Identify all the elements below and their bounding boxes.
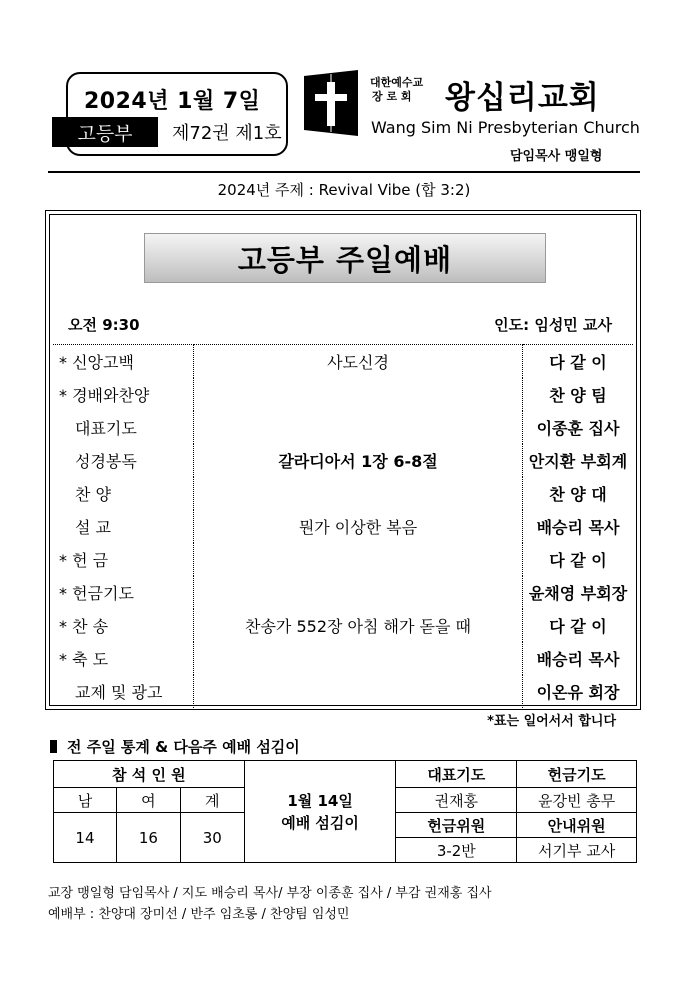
order-item-person: 찬 양 대	[549, 485, 607, 504]
order-item-person: 다 같 이	[549, 617, 607, 636]
order-item-content	[194, 576, 523, 609]
worship-order-row	[53, 444, 633, 477]
worship-order-row	[53, 543, 633, 576]
order-item-person: 이종훈 집사	[536, 419, 620, 438]
order-item-content	[194, 675, 523, 708]
order-item-name: 성경봉독	[53, 444, 194, 477]
order-item-content	[194, 642, 523, 675]
female-count: 16	[116, 813, 180, 863]
order-item-person: 찬 양 팀	[549, 386, 607, 405]
worship-order-row	[53, 642, 633, 675]
senior-pastor: 담임목사 맹일형	[510, 149, 603, 164]
order-item-name: 설 교	[53, 510, 194, 543]
order-item-content: 사도신경	[194, 345, 523, 379]
stats-table	[53, 760, 637, 863]
role-label: 헌금위원	[396, 813, 517, 838]
year-theme: 2024년 주제 : Revival Vibe (합 3:2)	[217, 181, 471, 199]
order-item-name: * 헌 금	[53, 543, 194, 576]
bulletin-date: 2024년 1월 7일	[84, 89, 261, 114]
worship-order-row	[53, 378, 633, 411]
order-item-content	[194, 411, 523, 444]
worship-title: 고등부 주일예배	[144, 233, 546, 283]
worship-order-row	[53, 345, 633, 379]
worship-order-row	[53, 576, 633, 609]
role-label: 안내위원	[517, 813, 637, 838]
order-item-content: 뭔가 이상한 복음	[194, 510, 523, 543]
order-item-name: * 신앙고백	[53, 345, 194, 379]
role-value: 3-2반	[396, 838, 517, 863]
order-item-person: 배승리 목사	[536, 650, 620, 669]
order-item-content: 갈라디아서 1장 6-8절	[194, 444, 523, 477]
worship-order-row	[53, 510, 633, 543]
worship-order-row	[53, 675, 633, 708]
worship-order-table	[53, 344, 633, 708]
worship-team-list: 예배부 : 찬양대 장미선 / 반주 임초롱 / 찬양팀 임성민	[48, 907, 350, 922]
worship-order-row	[53, 609, 633, 642]
order-item-content	[194, 477, 523, 510]
worship-order-row	[53, 411, 633, 444]
order-item-name: 대표기도	[53, 411, 194, 444]
header-divider	[48, 171, 640, 173]
order-item-person: 윤채영 부회장	[528, 584, 628, 603]
male-header: 남	[54, 788, 117, 813]
worship-order-row	[53, 477, 633, 510]
order-item-person: 배승리 목사	[536, 518, 620, 537]
church-name-korean: 왕십리교회	[445, 80, 600, 116]
total-header: 계	[180, 788, 244, 813]
next-week-label: 예배 섬김이	[281, 813, 359, 832]
order-item-person: 안지환 부회계	[528, 452, 628, 471]
denomination-line2: 장 로 회	[372, 90, 412, 103]
attendance-header: 참 석 인 원	[54, 761, 245, 788]
volume-number: 제72권 제1호	[172, 123, 282, 144]
denomination-line1: 대한예수교	[370, 76, 424, 89]
department-badge: 고등부	[52, 117, 158, 147]
total-count: 30	[180, 813, 244, 863]
role-value: 서기부 교사	[517, 838, 637, 863]
order-item-name: 찬 양	[53, 477, 194, 510]
role-value: 권재홍	[396, 788, 517, 813]
female-header: 여	[116, 788, 180, 813]
order-item-name: * 축 도	[53, 642, 194, 675]
staff-list: 교장 맹일형 담임목사 / 지도 배승리 목사/ 부장 이종훈 집사 / 부감 권재홍 집사	[48, 886, 492, 901]
church-name-english: Wang Sim Ni Presbyterian Church	[371, 118, 640, 137]
order-item-name: * 헌금기도	[53, 576, 194, 609]
order-item-content: 찬송가 552장 아침 해가 돋을 때	[194, 609, 523, 642]
order-item-person: 다 같 이	[549, 551, 607, 570]
order-item-person: 다 같 이	[523, 345, 634, 379]
order-item-content	[194, 378, 523, 411]
cross-logo-icon	[302, 70, 360, 136]
next-week-date: 1월 14일	[287, 791, 353, 810]
order-item-name: * 찬 송	[53, 609, 194, 642]
role-label: 헌금기도	[517, 761, 637, 788]
service-time: 오전 9:30	[68, 316, 140, 334]
order-item-name: * 경배와찬양	[53, 378, 194, 411]
standing-note: *표는 일어서서 합니다	[487, 714, 616, 729]
role-value: 윤강빈 총무	[517, 788, 637, 813]
next-week-cell	[244, 761, 396, 863]
order-item-person: 이온유 회장	[536, 683, 620, 702]
bullet-square-icon	[50, 740, 57, 753]
denomination-label	[370, 76, 423, 104]
service-leader: 인도: 임성민 교사	[494, 316, 612, 334]
order-item-name: 교제 및 광고	[53, 675, 194, 708]
role-label: 대표기도	[396, 761, 517, 788]
male-count: 14	[54, 813, 117, 863]
order-item-content	[194, 543, 523, 576]
stats-heading	[50, 736, 300, 757]
stats-heading-text: 전 주일 통계 & 다음주 예배 섬김이	[67, 738, 300, 756]
